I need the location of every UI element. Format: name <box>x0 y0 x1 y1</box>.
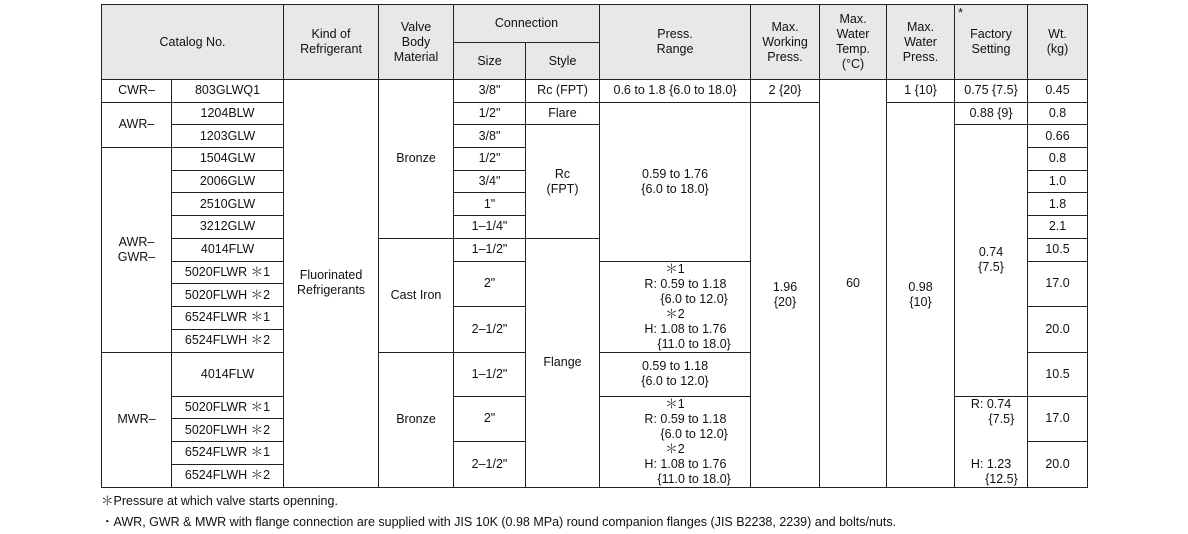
catalog-no: 5020FLWH ＊2 <box>172 419 284 442</box>
header-valve-body: Valve Body Material <box>379 5 454 80</box>
style-cell: Flange <box>526 238 600 487</box>
series-mwr: MWR– <box>102 352 172 487</box>
catalog-no: 6524FLWH ＊2 <box>172 329 284 352</box>
footnote-flange: ・AWR, GWR & MWR with flange connection are supplied with JIS 10K (0.98 MPa) round companion flanges (JIS B2238, 2239) and bolts/nuts. <box>101 515 897 529</box>
max-water-temp-cell: 60 <box>820 80 887 488</box>
size-cell: 2–1/2" <box>454 306 526 352</box>
body-material-bronze-2: Bronze <box>379 352 454 487</box>
weight-cell: 0.66 <box>1028 125 1088 148</box>
weight-cell: 20.0 <box>1028 306 1088 352</box>
table-row <box>102 102 1088 125</box>
max-water-press-cell: 0.98 {10} <box>887 102 955 487</box>
weight-cell: 1.8 <box>1028 193 1088 216</box>
weight-cell: 1.0 <box>1028 170 1088 193</box>
size-cell: 3/8" <box>454 80 526 103</box>
max-water-press-cell: 1 {10} <box>887 80 955 103</box>
size-cell: 1–1/2" <box>454 238 526 261</box>
catalog-no: 6524FLWR ＊1 <box>172 441 284 464</box>
size-cell: 2–1/2" <box>454 441 526 487</box>
body-material-cast-iron: Cast Iron <box>379 238 454 352</box>
header-factory: Factory Setting <box>970 27 1012 56</box>
size-cell: 2" <box>454 261 526 306</box>
catalog-no: 4014FLW <box>172 238 284 261</box>
size-cell: 1/2" <box>454 102 526 125</box>
catalog-no: 4014FLW <box>172 352 284 396</box>
header-kind: Kind of Refrigerant <box>284 5 379 80</box>
weight-cell: 10.5 <box>1028 352 1088 396</box>
factory-setting-cell: 0.75 {7.5} <box>955 80 1028 103</box>
size-cell: 3/8" <box>454 125 526 148</box>
header-max-water-press: Max. Water Press. <box>887 5 955 80</box>
size-cell: 1" <box>454 193 526 216</box>
catalog-no: 3212GLW <box>172 216 284 239</box>
catalog-no: 5020FLWR ＊1 <box>172 261 284 284</box>
weight-cell: 10.5 <box>1028 238 1088 261</box>
weight-cell: 0.45 <box>1028 80 1088 103</box>
factory-setting-cell: R: 0.74 {7.5} H: 1.23 {12.5} <box>955 396 1028 487</box>
weight-cell: 20.0 <box>1028 441 1088 487</box>
max-working-cell: 1.96 {20} <box>751 102 820 487</box>
size-cell: 2" <box>454 396 526 441</box>
header-factory-mark: * <box>958 5 964 20</box>
body-material-bronze: Bronze <box>379 80 454 239</box>
factory-setting-cell: 0.88 {9} <box>955 102 1028 125</box>
series-awr-gwr: AWR– GWR– <box>102 148 172 352</box>
catalog-no: 1204BLW <box>172 102 284 125</box>
style-cell: Rc (FPT) <box>526 125 600 238</box>
weight-cell: 17.0 <box>1028 261 1088 306</box>
catalog-no: 5020FLWR ＊1 <box>172 396 284 419</box>
footnote-pressure: ＊Pressure at which valve starts openning. <box>101 494 338 508</box>
press-range-cell: ＊1 R: 0.59 to 1.18 {6.0 to 12.0} ＊2 H: 1.08 to 1.76 {11.0 to 18.0} <box>600 261 751 352</box>
catalog-no: 803GLWQ1 <box>172 80 284 103</box>
size-cell: 3/4" <box>454 170 526 193</box>
press-range-cell: ＊1 R: 0.59 to 1.18 {6.0 to 12.0} ＊2 H: 1.08 to 1.76 {11.0 to 18.0} <box>600 396 751 487</box>
header-size: Size <box>454 43 526 80</box>
size-cell: 1–1/4" <box>454 216 526 239</box>
weight-cell: 0.8 <box>1028 102 1088 125</box>
header-connection: Connection <box>454 5 600 43</box>
series-cwr: CWR– <box>102 80 172 103</box>
catalog-no: 1203GLW <box>172 125 284 148</box>
catalog-no: 2006GLW <box>172 170 284 193</box>
weight-cell: 2.1 <box>1028 216 1088 239</box>
spec-table <box>101 4 1088 488</box>
header-max-water-temp: Max. Water Temp. (°C) <box>820 5 887 80</box>
weight-cell: 17.0 <box>1028 396 1088 441</box>
catalog-no: 2510GLW <box>172 193 284 216</box>
catalog-no: 5020FLWH ＊2 <box>172 284 284 307</box>
header-press-range: Press. Range <box>600 5 751 80</box>
style-cell: Rc (FPT) <box>526 80 600 103</box>
series-awr: AWR– <box>102 102 172 147</box>
press-range-cell: 0.59 to 1.76 {6.0 to 18.0} <box>600 102 751 261</box>
header-factory-cell <box>955 5 1028 80</box>
header-style: Style <box>526 43 600 80</box>
style-cell: Flare <box>526 102 600 125</box>
catalog-no: 6524FLWH ＊2 <box>172 464 284 487</box>
header-max-working: Max. Working Press. <box>751 5 820 80</box>
weight-cell: 0.8 <box>1028 148 1088 171</box>
header-catalog: Catalog No. <box>102 5 284 80</box>
table-row <box>102 80 1088 103</box>
press-range-cell: 0.6 to 1.8 {6.0 to 18.0} <box>600 80 751 103</box>
catalog-no: 6524FLWR ＊1 <box>172 306 284 329</box>
header-wt: Wt. (kg) <box>1028 5 1088 80</box>
catalog-no: 1504GLW <box>172 148 284 171</box>
size-cell: 1/2" <box>454 148 526 171</box>
footnotes <box>101 491 896 533</box>
refrigerant-cell: Fluorinated Refrigerants <box>284 80 379 488</box>
factory-setting-cell: 0.74 {7.5} <box>955 125 1028 396</box>
max-working-cell: 2 {20} <box>751 80 820 103</box>
size-cell: 1–1/2" <box>454 352 526 396</box>
press-range-cell: 0.59 to 1.18 {6.0 to 12.0} <box>600 352 751 396</box>
